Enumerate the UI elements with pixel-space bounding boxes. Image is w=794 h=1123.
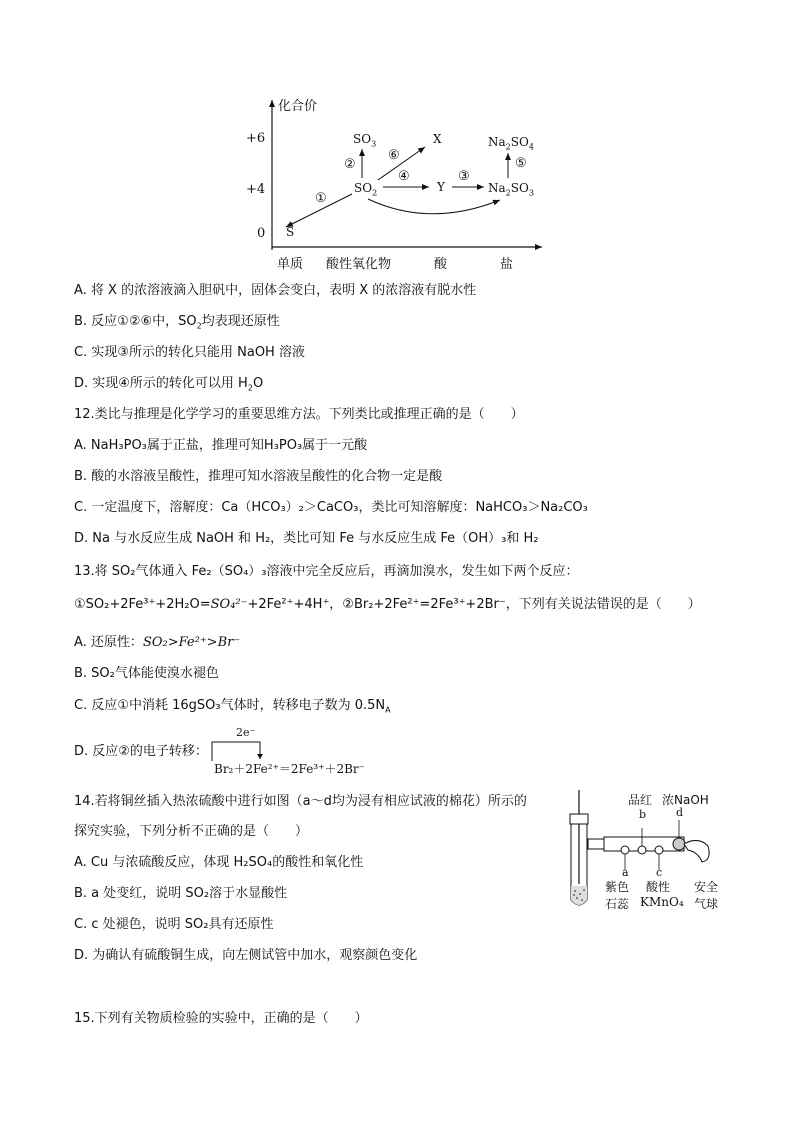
q13-equations: ①SO₂+2Fe³⁺+2H₂O=SO₄²⁻+2Fe²⁺+4H⁺，②Br₂+2Fe²⁺=2Fe³⁺+2Br⁻，下列有关说法错误的是（ ） <box>74 597 701 612</box>
q14-stem-line1: 14.若将铜丝插入热浓硫酸中进行如图（a～d均为浸有相应试液的棉花）所示的 <box>74 794 527 809</box>
q13-stem: 13.将 SO₂气体通入 Fe₂（SO₄）₃溶液中完全反应后，再滴加溴水，发生如下两个反应： <box>74 564 579 579</box>
q13-option-c: C. 反应①中消耗 16gSO₃气体时，转移电子数为 $0.5N_A$ <box>74 698 391 715</box>
q12-option-b: B. 酸的水溶液呈酸性，推理可知水溶液呈酸性的化合物一定是酸 <box>74 469 443 484</box>
y-axis-label: 化合价 <box>278 99 318 114</box>
electron-count: 2e⁻ <box>236 726 256 739</box>
q12-option-a: A. NaH₃PO₃属于正盐，推理可知H₃PO₃属于一元酸 <box>74 438 368 453</box>
q13-option-b: B. SO₂气体能使溴水褪色 <box>74 666 219 681</box>
apparatus-letter-a: a <box>622 866 629 879</box>
node-x: X <box>433 132 442 146</box>
apparatus-label-pinhong: 品红 <box>628 793 653 807</box>
q14-option-a: A. Cu 与浓硫酸反应，体现 H₂SO₄的酸性和氧化性 <box>74 855 364 870</box>
label-3: ③ <box>458 169 470 184</box>
label-6: ⑥ <box>388 148 400 163</box>
apparatus-bottom-a2: 石蕊 <box>605 897 630 911</box>
q14-option-d: D. 为确认有硫酸铜生成，向左侧试管中加水，观察颜色变化 <box>74 948 418 963</box>
node-s: S <box>286 225 295 239</box>
q14-option-b: B. a 处变红，说明 SO₂溶于水显酸性 <box>74 886 288 901</box>
x-cat-acid: 酸 <box>434 257 448 272</box>
apparatus-letter-d: d <box>676 806 684 819</box>
x-cat-salt: 盐 <box>500 257 514 272</box>
valence-diagram <box>0 0 794 280</box>
apparatus-bottom-c2: KMnO₄ <box>640 895 684 909</box>
q11-option-b: B. 反应①②⑥中，$SO_2$均表现还原性 <box>74 314 280 331</box>
label-1: ① <box>315 191 327 206</box>
node-so3: $SO_3$ <box>353 132 377 149</box>
label-5: ⑤ <box>515 156 527 171</box>
arrow-curve <box>368 199 500 214</box>
q11-option-d: D. 实现④所示的转化可以用 $H_2O$ <box>74 376 264 393</box>
q12-option-d: D. Na 与水反应生成 NaOH 和 H₂，类比可知 Fe 与水反应生成 Fe（OH）₃和 H₂ <box>74 531 539 546</box>
x-cat-acidic-oxide: 酸性氧化物 <box>326 257 392 272</box>
apparatus-letter-b: b <box>639 808 647 821</box>
q13-d-equation: Br₂＋2Fe²⁺＝2Fe³⁺＋2Br⁻ <box>214 762 365 776</box>
tick-zero: 0 <box>257 226 266 241</box>
q11-option-c: C. 实现③所示的转化只能用 NaOH 溶液 <box>74 345 305 360</box>
tick-plus4: +4 <box>246 182 266 197</box>
q14-stem-line2: 探究实验，下列分析不正确的是（ ） <box>74 824 309 839</box>
q14-option-c: C. c 处褪色，说明 SO₂具有还原性 <box>74 917 274 932</box>
q11-option-a: A. 将 X 的浓溶液滴入胆矾中，固体会变白，表明 X 的浓溶液有脱水性 <box>74 283 477 298</box>
apparatus-bottom-d1: 安全 <box>694 880 719 894</box>
node-na2so4: $Na_2SO_4$ <box>488 135 534 152</box>
label-4: ④ <box>398 169 410 184</box>
q13-option-d: D. 反应②的电子转移： <box>74 744 208 759</box>
apparatus-bottom-a1: 紫色 <box>605 880 630 894</box>
q12-stem: 12.类比与推理是化学学习的重要思维方法。下列类比或推理正确的是（ ） <box>74 407 524 422</box>
q12-option-c: C. 一定温度下，溶解度：Ca（HCO₃）₂＞CaCO₃，类比可知溶解度：NaHCO₃＞Na₂CO₃ <box>74 500 588 515</box>
apparatus-bottom-d2: 气球 <box>694 897 719 911</box>
x-cat-elemental: 单质 <box>277 257 304 272</box>
apparatus-label-naoh: 浓NaOH <box>662 793 709 807</box>
label-2: ② <box>344 157 356 172</box>
q15-stem: 15.下列有关物质检验的实验中，正确的是（ ） <box>74 1011 368 1026</box>
tick-plus6: +6 <box>246 131 266 146</box>
apparatus-letter-c: c <box>656 866 663 879</box>
q13-option-a: A. 还原性：SO₂>Fe²⁺>Br⁻ <box>74 635 241 650</box>
node-y: Y <box>437 180 445 194</box>
apparatus-bottom-c1: 酸性 <box>646 880 671 894</box>
node-na2so3: $Na_2SO_3$ <box>488 181 534 198</box>
node-so2: $SO_2$ <box>354 181 378 198</box>
